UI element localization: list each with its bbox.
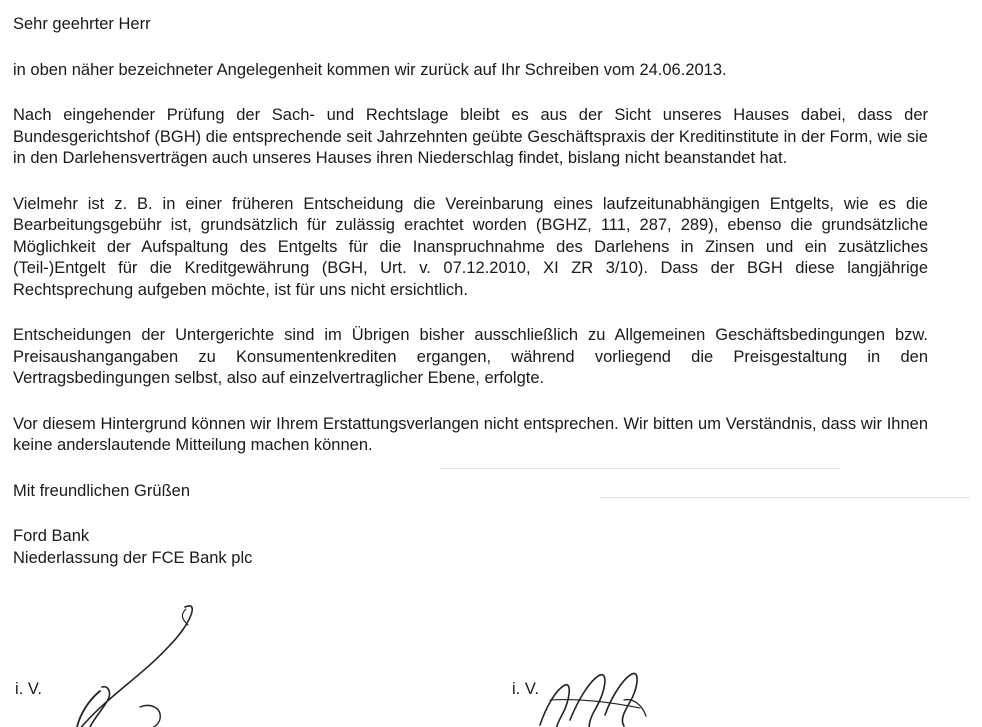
paragraph-legal-position: Nach eingehender Prüfung der Sach- und Rechtslage bleibt es aus der Sicht unseres Hauses dabei, dass der Bundesgerichtshof (BGH) die entsprechende seit Jahrzehnten geübte Geschäftspraxis der Kreditinstitute in der Form, wie sie in den Darlehensverträgen auch unseres Hauses ihren Niederschlag findet, bislang nicht beanstandet hat. — [13, 106, 928, 167]
salutation: Sehr geehrter Herr — [13, 15, 151, 33]
paragraph-decision: Vor diesem Hintergrund können wir Ihrem Erstattungsverlangen nicht entsprechen. Wir bitten um Verständnis, dass wir Ihnen keine anderslautende Mitteilung machen können. — [13, 414, 928, 454]
letter-body — [13, 14, 928, 569]
signatory-left-label: i. V. — [15, 680, 42, 698]
paragraph-reference: in oben näher bezeichneter Angelegenheit kommen wir zurück auf Ihr Schreiben vom 24.06.2013. — [13, 60, 727, 79]
handwritten-signature-left — [30, 595, 230, 727]
sender-branch: Niederlassung der FCE Bank plc — [13, 548, 253, 567]
paragraph-lower-courts: Entscheidungen der Untergerichte sind im Übrigen bisher ausschließlich zu Allgemeinen Geschäftsbedingungen bzw. Preisaushangangaben zu Konsumentenkrediten ergangen, während vorliegend die Preisgestaltung in den Vertragsbedingungen selbst, also auf einzelvertraglicher Ebene, erfolgte. — [13, 326, 928, 387]
handwritten-signature-right — [520, 660, 660, 727]
paragraph-case-law: Vielmehr ist z. B. in einer früheren Entscheidung die Vereinbarung eines laufzeitunabhängigen Entgelts, wie es die Bearbeitungsgebühr ist, grundsätzlich für zulässig erachtet worden (BGHZ, 111, 287, 289), ebenso die grundsätzliche Möglichkeit der Aufspaltung des Entgelts für die Inanspruchnahme des Darlehens in Zinsen und ein zusätzliches (Teil-)Entgelt für die Kreditgewährung (BGH, Urt. v. 07.12.2010, XI ZR 3/10). Dass der BGH diese langjährige Rechtsprechung aufgeben möchte, ist für uns nicht ersichtlich. — [13, 194, 928, 299]
sender-name: Ford Bank — [13, 527, 90, 545]
signatory-right-label: i. V. — [512, 680, 539, 698]
closing-greeting: Mit freundlichen Grüßen — [13, 481, 190, 500]
